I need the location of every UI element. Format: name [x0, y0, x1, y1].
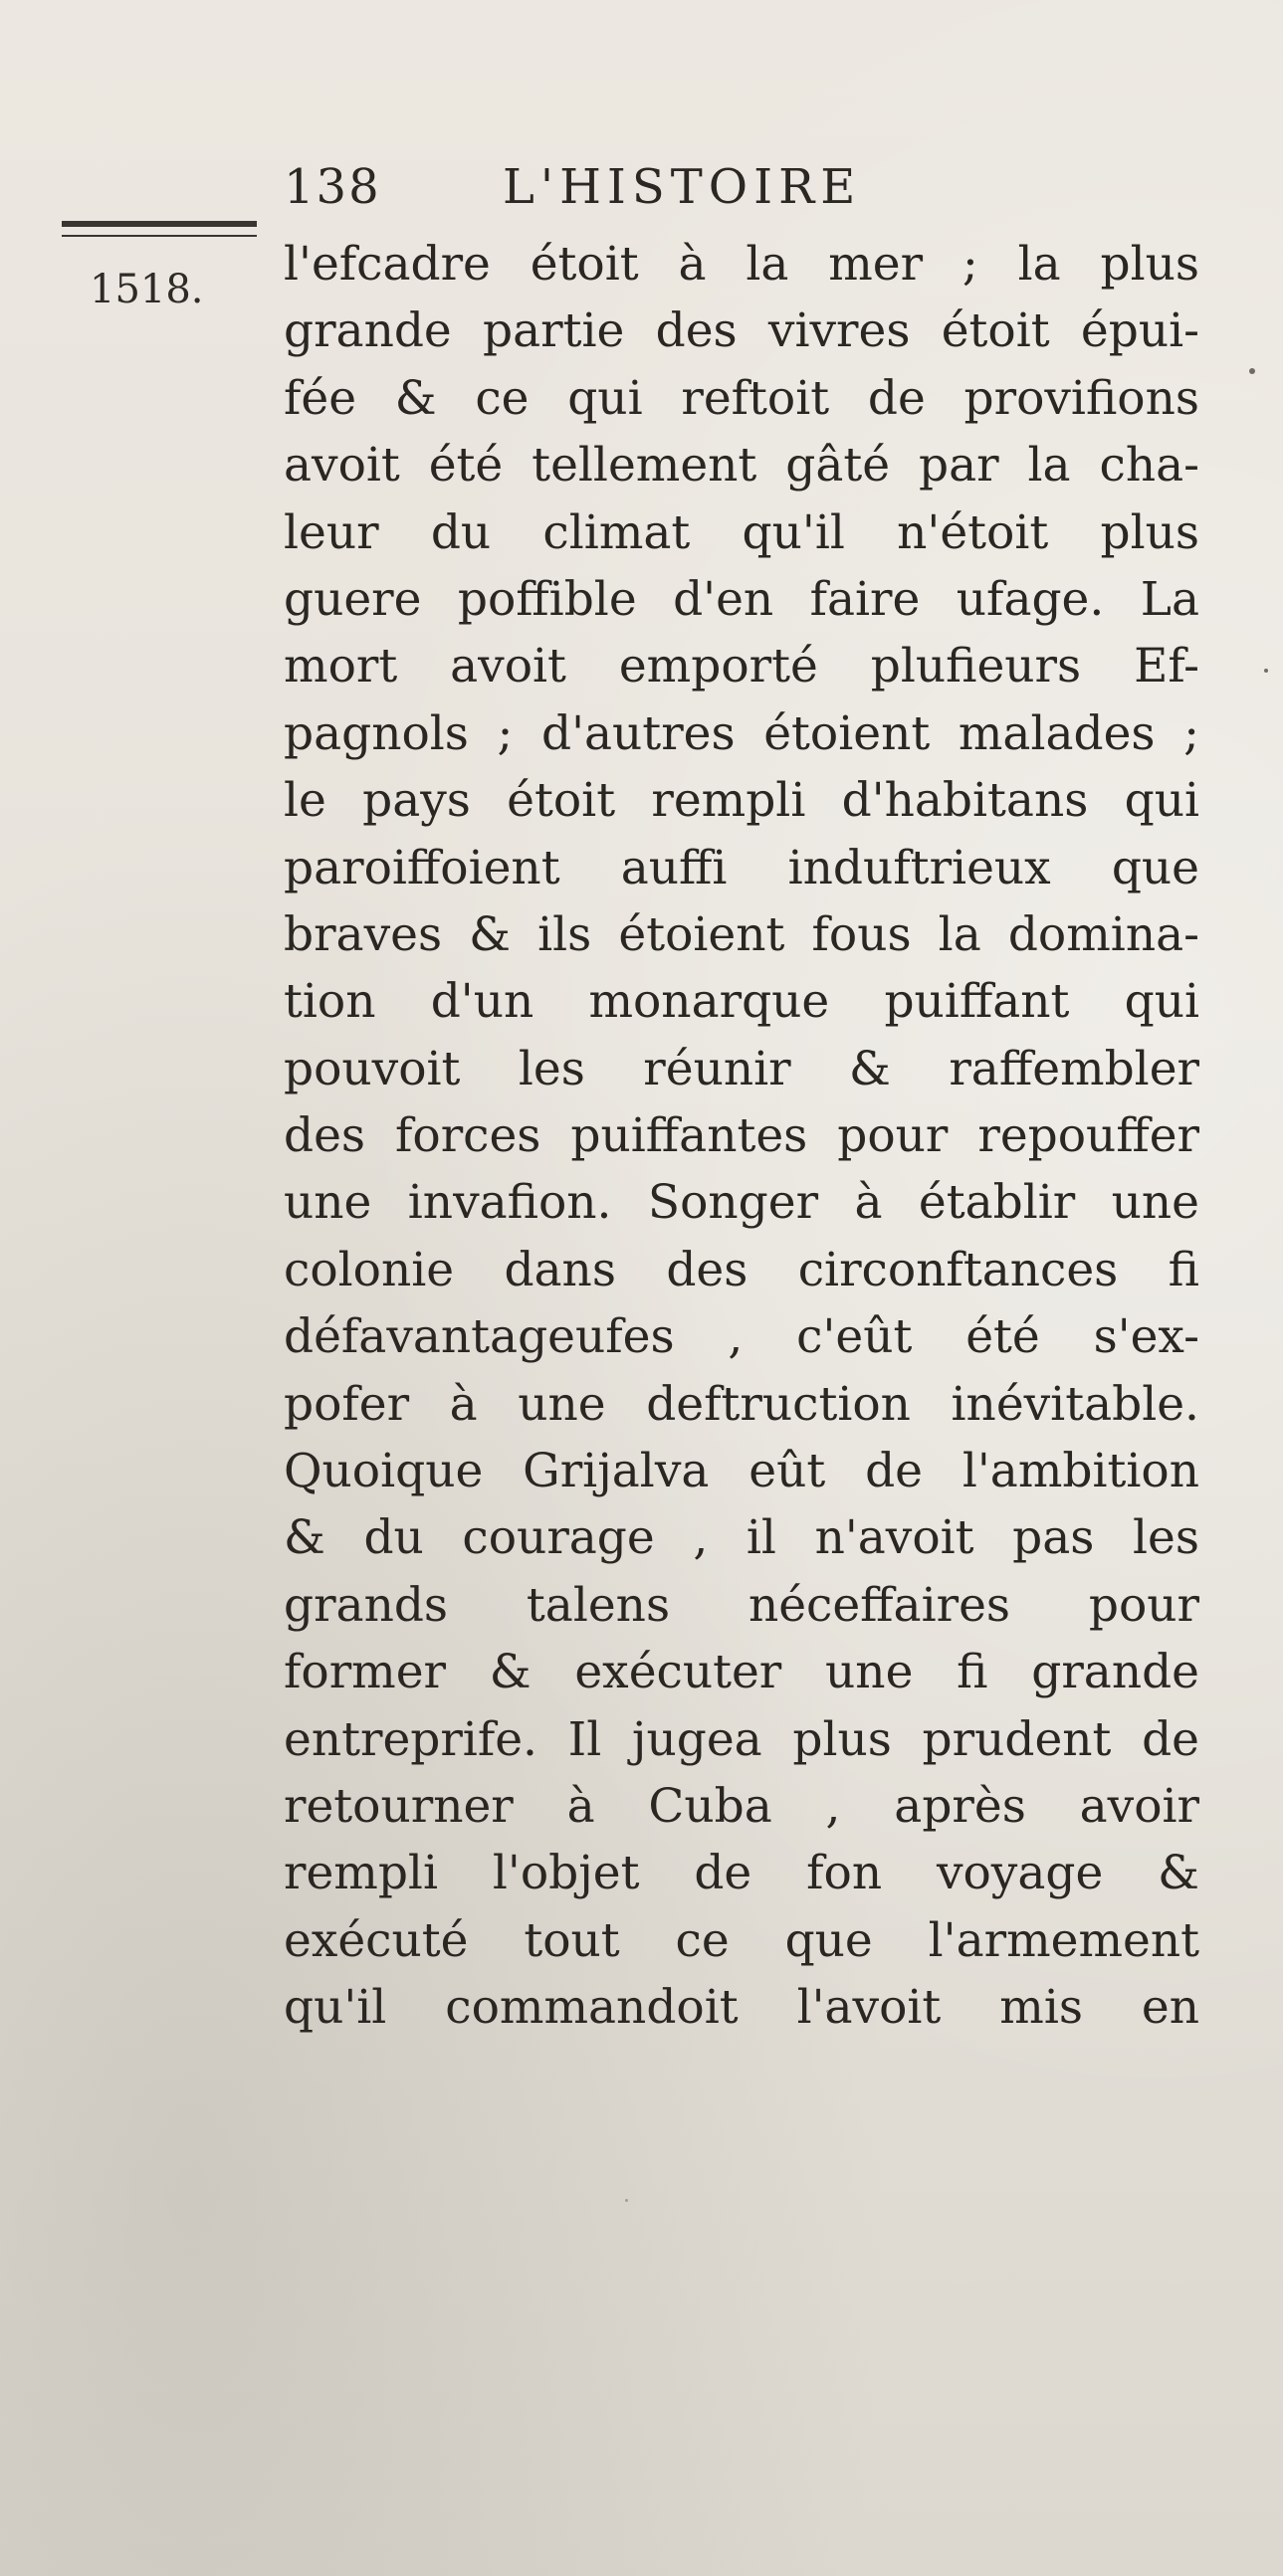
text-line: paroiffoient auffi induftrieux que — [284, 840, 1199, 895]
text-line: colonie dans des circonftances fi — [284, 1242, 1199, 1297]
text-line: mort avoit emporté plufieurs Ef- — [284, 639, 1199, 694]
text-line: former & exécuter une fi grande — [284, 1645, 1199, 1700]
text-line: pouvoit les réunir & raffembler — [284, 1041, 1199, 1096]
margin-rule-thick — [62, 221, 257, 227]
text-line: retourner à Cuba , après avoir — [284, 1778, 1199, 1834]
text-line: Quoique Grijalva eût de l'ambition — [284, 1444, 1199, 1499]
text-line: une invafion. Songer à établir une — [284, 1175, 1199, 1231]
text-line: qu'il commandoit l'avoit mis en — [284, 1980, 1199, 2036]
text-line: guere poffible d'en faire ufage. La — [284, 571, 1199, 627]
text-line: rempli l'objet de fon voyage & — [284, 1846, 1199, 1901]
text-line: avoit été tellement gâté par la cha- — [284, 438, 1199, 494]
text-line: pofer à une deftruction inévitable. — [284, 1376, 1199, 1432]
text-line: des forces puiffantes pour repouffer — [284, 1108, 1199, 1164]
text-line: grands talens néceffaires pour — [284, 1577, 1199, 1633]
page-header — [284, 159, 861, 215]
text-line: l'efcadre étoit à la mer ; la plus — [284, 237, 1199, 292]
text-line: & du courage , il n'avoit pas les — [284, 1510, 1199, 1566]
paper-speck — [826, 2010, 829, 2013]
text-line: entreprife. Il jugea plus prudent de — [284, 1711, 1199, 1767]
paper-speck — [625, 2199, 628, 2202]
text-line: pagnols ; d'autres étoient malades ; — [284, 705, 1199, 761]
body-text — [284, 231, 1199, 2042]
text-line: braves & ils étoient fous la domina- — [284, 906, 1199, 962]
text-line: tion d'un monarque puiffant qui — [284, 974, 1199, 1030]
text-line: exécuté tout ce que l'armement — [284, 1912, 1199, 1968]
running-head: L'HISTOIRE — [503, 159, 862, 215]
text-line: grande partie des vivres étoit épui- — [284, 303, 1199, 359]
text-line: le pays étoit rempli d'habitans qui — [284, 773, 1199, 829]
margin-year-note: 1518. — [90, 267, 204, 312]
margin-rule-thin — [62, 235, 257, 237]
paper-speck — [1249, 368, 1255, 374]
paper-speck — [1264, 669, 1268, 673]
text-line: leur du climat qu'il n'étoit plus — [284, 504, 1199, 560]
text-line: défavantageufes , c'eût été s'ex- — [284, 1309, 1199, 1365]
text-line: fée & ce qui reftoit de provifions — [284, 370, 1199, 426]
page-number: 138 — [284, 159, 381, 215]
